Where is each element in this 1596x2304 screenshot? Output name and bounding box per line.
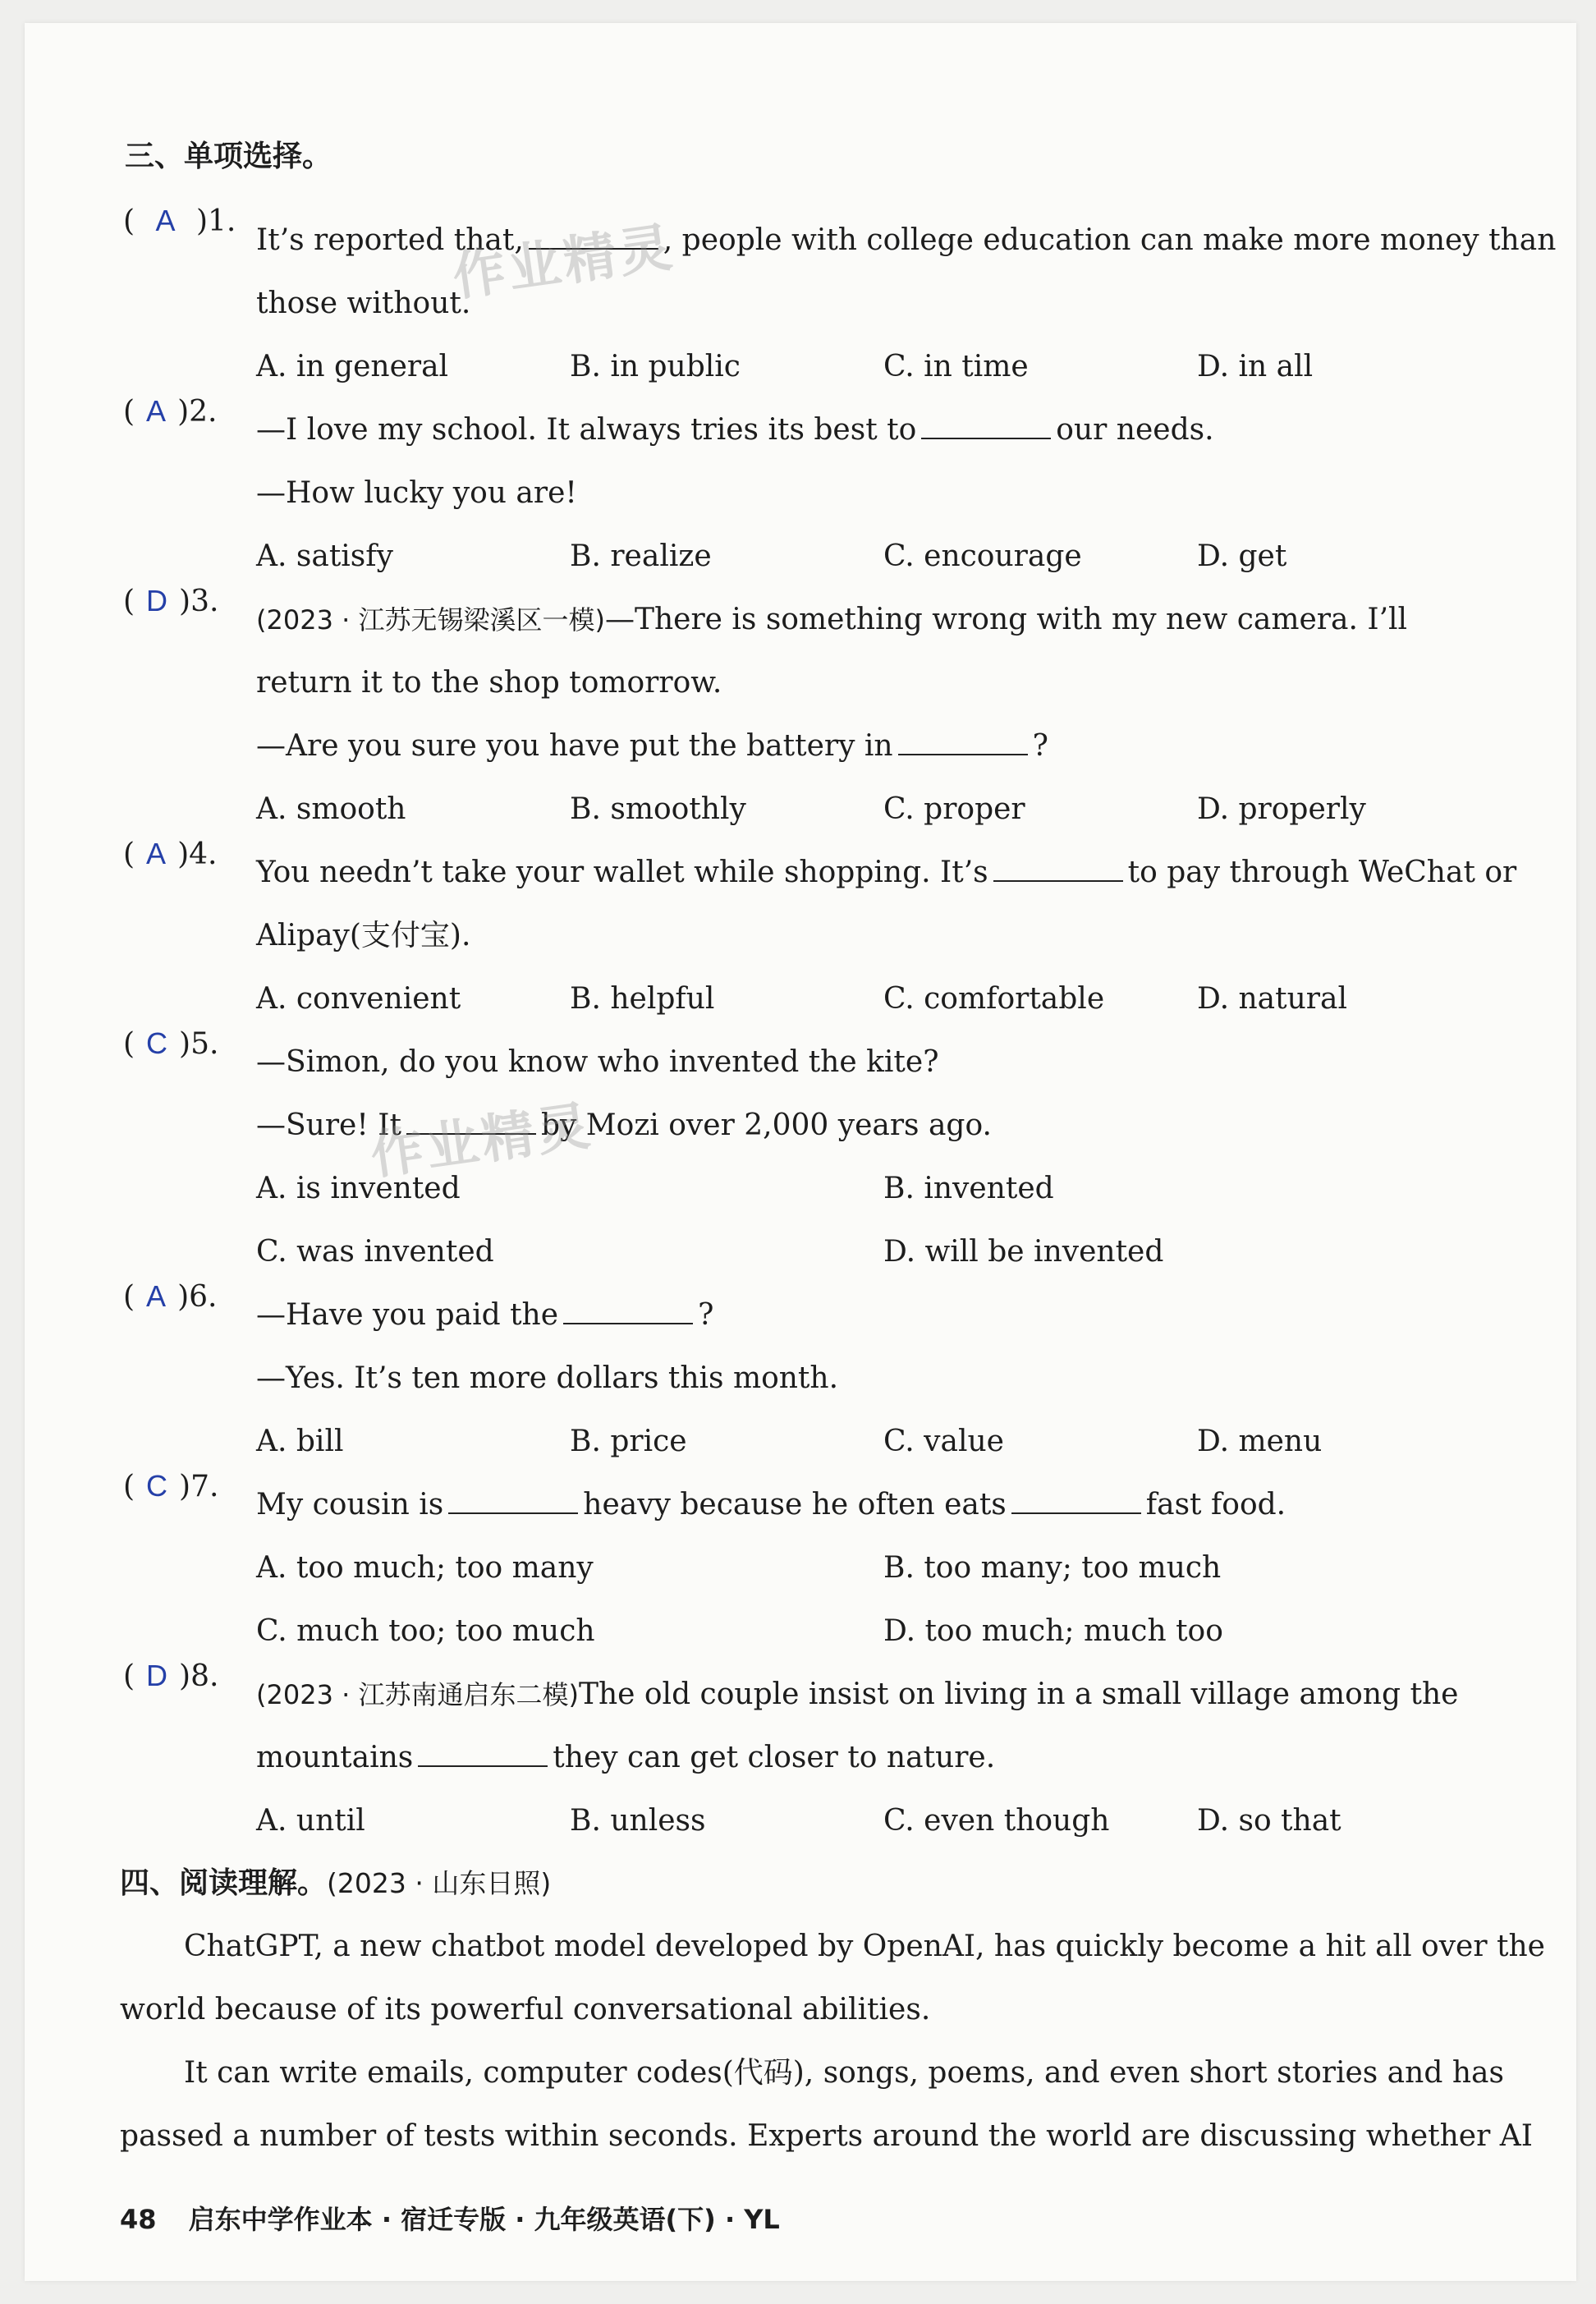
question-number: )3.: [179, 585, 219, 618]
answer-mark: C: [146, 1026, 168, 1060]
answer-mark: C: [146, 1469, 168, 1503]
option-d: D. menu: [1197, 1425, 1323, 1458]
question-6-stem: —Have you paid the ?: [256, 1298, 714, 1332]
book-title: 启东中学作业本 · 宿迁专版 · 九年级英语(下) · YL: [188, 2204, 780, 2235]
question-source: (2023 · 江苏无锡梁溪区一模): [256, 604, 605, 636]
option-b: B. smoothly: [570, 792, 746, 826]
option-b: B. unless: [570, 1804, 706, 1838]
option-c: C. comfortable: [883, 982, 1105, 1016]
question-number: )7.: [179, 1470, 219, 1503]
option-a: A. convenient: [256, 982, 461, 1016]
option-c: C. encourage: [883, 539, 1082, 573]
question-7-stem: My cousin is heavy because he often eats fast food.: [256, 1488, 1286, 1521]
option-a: A. satisfy: [256, 539, 393, 573]
question-number: )6.: [177, 1280, 218, 1314]
page-number: 48: [120, 2204, 157, 2235]
answer-blank: [993, 856, 1123, 882]
option-a: A. smooth: [256, 792, 406, 826]
answer-blank: [448, 1488, 578, 1514]
question-8-stem: (2023 · 江苏南通启东二模)The old couple insist on living in a small village among the: [256, 1678, 1459, 1711]
option-c: C. in time: [883, 350, 1029, 383]
option-d: D. natural: [1197, 982, 1347, 1016]
question-8: ( D )8.: [123, 1659, 219, 1693]
question-5: ( C )5.: [123, 1026, 219, 1061]
option-d: D. properly: [1197, 792, 1366, 826]
option-d: D. so that: [1197, 1804, 1341, 1838]
question-4-stem-line2: Alipay(支付宝).: [256, 919, 471, 952]
passage-p2-line2: passed a number of tests within seconds. Experts around the world are discussing whether AI: [120, 2119, 1533, 2153]
option-b: B. realize: [570, 539, 712, 573]
question-3-stem: (2023 · 江苏无锡梁溪区一模)—There is something wrong with my new camera. I’ll: [256, 603, 1408, 636]
question-2: ( A )2.: [123, 394, 218, 429]
option-b: B. price: [570, 1425, 687, 1458]
question-1: [123, 202, 236, 241]
worksheet-page: [25, 23, 1576, 2281]
answer-blank: [921, 413, 1051, 439]
answer-mark: A: [146, 837, 167, 870]
option-d: D. get: [1197, 539, 1287, 573]
question-1-stem-line2: those without.: [256, 287, 471, 320]
section-3-title: 三、单项选择。: [125, 140, 332, 173]
question-number: )1.: [195, 204, 236, 238]
option-a: A. is invented: [256, 1172, 461, 1205]
section-4-header: [120, 1865, 551, 1902]
question-number: )4.: [177, 838, 218, 871]
option-d: D. too much; much too: [883, 1614, 1223, 1648]
bracket-open: (: [123, 204, 135, 238]
answer-mark: D: [146, 1659, 168, 1692]
watermark-logo: 作业精灵: [367, 1095, 597, 1187]
question-3: ( D )3.: [123, 584, 219, 618]
answer-blank: [898, 729, 1028, 755]
question-number: )8.: [179, 1659, 219, 1693]
answer-blank: [563, 1298, 693, 1324]
option-c: C. was invented: [256, 1235, 494, 1269]
watermark-logo: 作业精灵: [449, 217, 679, 309]
option-c: C. even though: [883, 1804, 1110, 1838]
answer-mark: D: [146, 584, 168, 617]
option-a: A. bill: [256, 1425, 344, 1458]
option-d: D. in all: [1197, 350, 1314, 383]
answer-blank: [418, 1741, 548, 1767]
question-number: )5.: [179, 1027, 219, 1061]
option-c: C. value: [883, 1425, 1004, 1458]
question-6: ( A )6.: [123, 1279, 218, 1314]
option-c: C. much too; too much: [256, 1614, 595, 1648]
section-4-title: 四、阅读理解。: [120, 1866, 328, 1900]
passage-p1-line1: ChatGPT, a new chatbot model developed by OpenAI, has quickly become a hit all over the: [184, 1930, 1545, 1963]
question-2-stem: —I love my school. It always tries its best to our needs.: [256, 413, 1214, 447]
question-3-stem-line2: return it to the shop tomorrow.: [256, 666, 722, 700]
question-1-stem: It’s reported that, , people with college education can make more money than: [256, 223, 1557, 257]
option-b: B. helpful: [570, 982, 715, 1016]
question-5-line2: —Sure! It by Mozi over 2,000 years ago.: [256, 1108, 992, 1142]
passage-p2-line1: It can write emails, computer codes(代码), songs, poems, and even short stories and has: [184, 2056, 1504, 2090]
option-c: C. proper: [883, 792, 1025, 826]
option-b: B. too many; too much: [883, 1551, 1222, 1585]
option-b: B. in public: [570, 350, 741, 383]
question-3-line3: —Are you sure you have put the battery in ?: [256, 729, 1048, 763]
answer-mark: A: [146, 1279, 167, 1313]
option-a: A. in general: [256, 350, 449, 383]
question-6-line2: —Yes. It’s ten more dollars this month.: [256, 1361, 839, 1395]
answer-mark: A: [155, 204, 176, 237]
option-a: A. until: [256, 1804, 365, 1838]
section-4-source: (2023 · 山东日照): [327, 1867, 552, 1899]
question-2-line2: —How lucky you are!: [256, 476, 577, 510]
question-source: (2023 · 江苏南通启东二模): [256, 1679, 579, 1710]
page-footer: [120, 2199, 780, 2237]
question-number: )2.: [177, 395, 218, 429]
passage-p1-line2: world because of its powerful conversational abilities.: [120, 1993, 931, 2026]
question-8-line2: mountains they can get closer to nature.: [256, 1741, 996, 1774]
question-7: ( C )7.: [123, 1469, 219, 1503]
answer-blank: [1011, 1488, 1141, 1514]
question-5-stem: —Simon, do you know who invented the kite?: [256, 1045, 939, 1079]
question-4-stem: You needn’t take your wallet while shopping. It’s to pay through WeChat or: [256, 856, 1517, 889]
option-a: A. too much; too many: [256, 1551, 594, 1585]
option-b: B. invented: [883, 1172, 1054, 1205]
option-d: D. will be invented: [883, 1235, 1164, 1269]
answer-mark: A: [146, 394, 167, 428]
question-4: ( A )4.: [123, 837, 218, 871]
